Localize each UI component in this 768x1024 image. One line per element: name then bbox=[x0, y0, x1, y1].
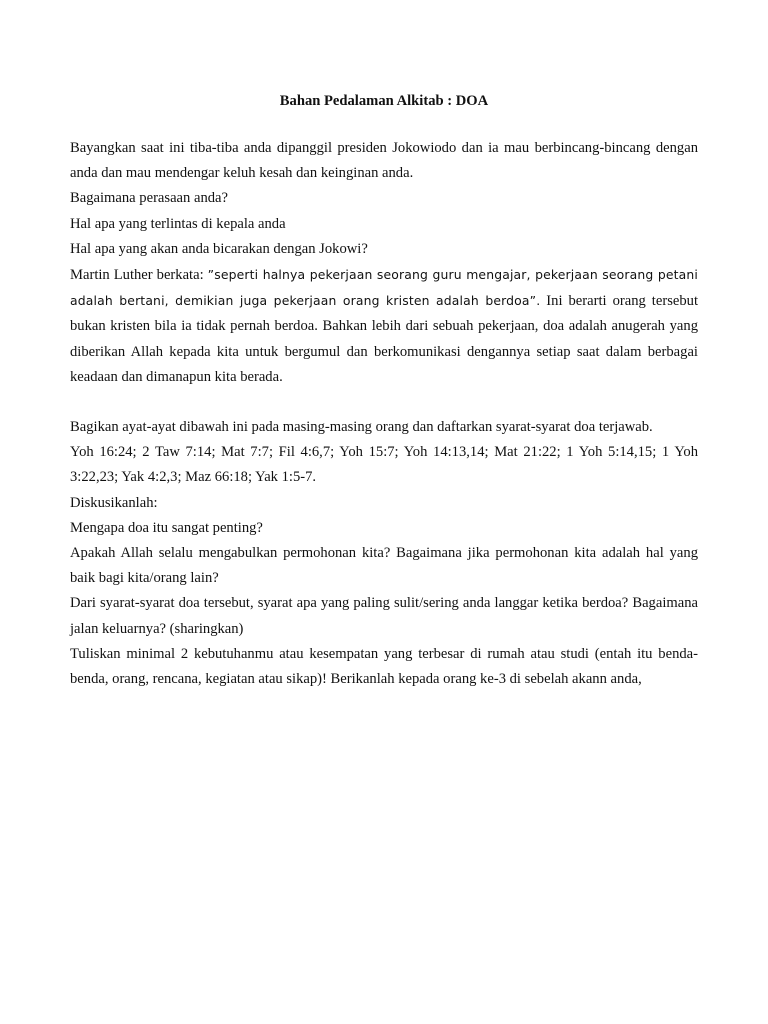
document-body bbox=[70, 88, 698, 692]
discussion-question-2: Apakah Allah selalu mengabulkan permohonan kita? Bagaimana jika permohonan kita adalah hal yang baik bagi kita/orang lain? bbox=[70, 545, 698, 587]
discussion-label: Diskusikanlah: bbox=[70, 494, 158, 511]
luther-rest: Ini berarti orang tersebut bukan kristen bila ia tidak pernah berdoa. Bahkan lebih dari sebuah pekerjaan, doa adalah anugerah yang diberikan Allah kepada kita untuk bergumul dan berkomunikasi dengannya setiap saat dalam berbagai keadaan dan dimanapun kita berada. bbox=[70, 293, 699, 385]
share-instruction: Bagikan ayat-ayat dibawah ini pada masing-masing orang dan daftarkan syarat-syarat doa terjawab. bbox=[70, 419, 653, 436]
discussion-question-1: Mengapa doa itu sangat penting? bbox=[70, 519, 263, 536]
luther-prefix: Martin Luther berkata: bbox=[70, 267, 208, 284]
question-topics: Hal apa yang akan anda bicarakan dengan Jokowi? bbox=[70, 240, 368, 257]
question-feeling: Bagaimana perasaan anda? bbox=[70, 190, 229, 207]
question-thoughts: Hal apa yang terlintas di kepala anda bbox=[70, 215, 286, 232]
discussion-question-4: Tuliskan minimal 2 kebutuhanmu atau kesempatan yang terbesar di rumah atau studi (entah itu benda-benda, orang, rencana, kegiatan atau sikap)! Berikanlah kepada orang ke-3 di sebelah akann anda, bbox=[70, 645, 698, 688]
verse-references: Yoh 16:24; 2 Taw 7:14; Mat 7:7; Fil 4:6,7; Yoh 15:7; Yoh 14:13,14; Mat 21:22; 1 Yoh 5:14,15; 1 Yoh 3:22,23; Yak 4:2,3; Maz 66:18; Yak 1:5-7. bbox=[70, 444, 698, 486]
luther-paragraph bbox=[70, 262, 698, 390]
discussion-question-3: Dari syarat-syarat doa tersebut, syarat apa yang paling sulit/sering anda langgar ketika berdoa? Bagaimana jalan keluarnya? (sharingkan) bbox=[70, 595, 698, 637]
intro-paragraph: Bayangkan saat ini tiba-tiba anda dipanggil presiden Jokowiodo dan ia mau berbincang-bincang dengan anda dan mau mendengar keluh kesah dan keinginan anda. bbox=[70, 140, 698, 182]
document-title: Bahan Pedalaman Alkitab : DOA bbox=[279, 93, 489, 109]
luther-quote: ”seperti halnya pekerjaan seorang guru mengajar, pekerjaan seorang petani adalah bertani, demikian juga pekerjaan orang kristen adalah berdoa”. bbox=[70, 267, 699, 309]
paragraph-gap bbox=[70, 390, 698, 415]
